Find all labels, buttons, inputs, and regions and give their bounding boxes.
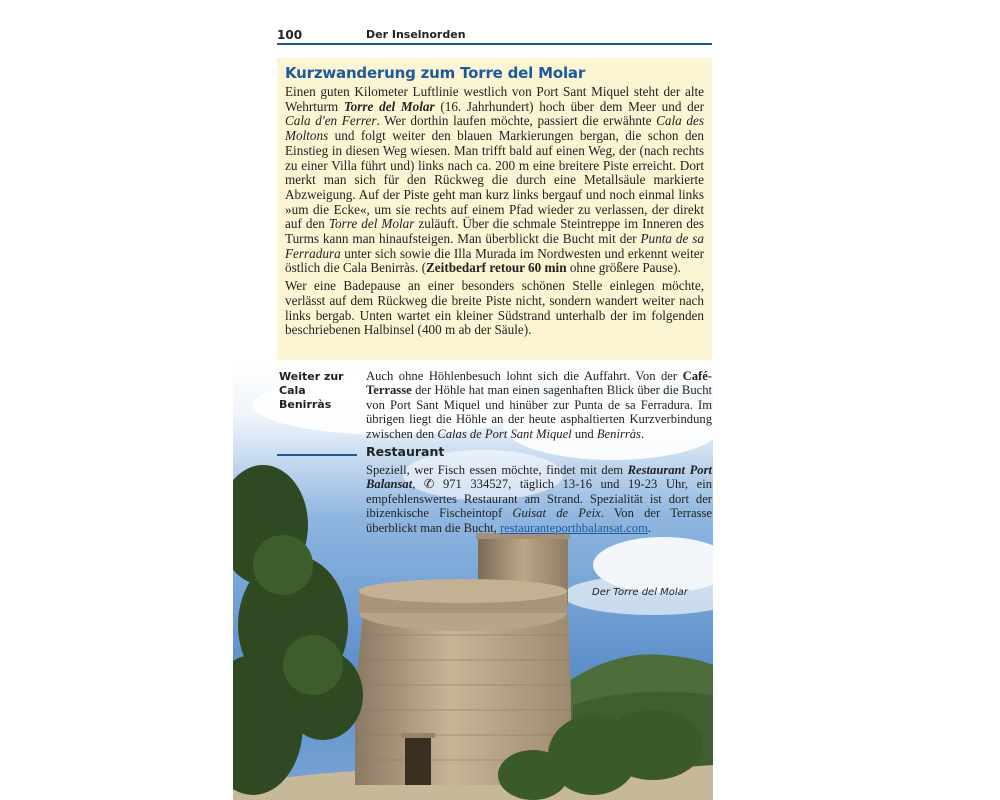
- side-heading: Weiter zur Cala Benirràs: [279, 370, 344, 411]
- restaurant-heading: Restaurant: [366, 444, 445, 459]
- restaurant-link[interactable]: restauranteporthbalansat.com: [499, 520, 648, 535]
- restaurant-paragraph: Speziell, wer Fisch essen möchte, findet mit dem Restaurant Port Balansat, ✆ 971 334527, täglich 13-16 und 19-23 Uhr, ein empfehlenswertes Restaurant am Strand. Spezialität ist dort der ibizenkische Fischeintopf Guisat de Peix. Von der Terrasse überblickt man die Bucht, restauranteporthbalansat.com.: [366, 463, 712, 535]
- restaurant-rule: [277, 454, 357, 456]
- book-page: [233, 0, 713, 800]
- photo-caption: Der Torre del Molar: [592, 587, 688, 598]
- chapter-title: Der Inselnorden: [366, 28, 466, 41]
- header-rule: [277, 43, 712, 45]
- box-paragraph-1: Einen guten Kilometer Luftlinie westlich von Port Sant Miquel steht der alte Wehrturm Torre del Molar (16. Jahrhundert) hoch über dem Meer und der Cala d'en Ferrer. Wer dorthin laufen möchte, passiert die erwähnte Cala des Moltons und folgt weiter den blauen Markierungen bergan, die schon den Einstieg in diesen Weg wiesen. Man trifft bald auf einen Weg, der (nach rechts zu einer Villa führt und) links nach ca. 200 m eine breitere Piste erreicht. Dort merkt man sich für den Rückweg die durch eine Metallsäule markierte Abzweigung. Auf der Piste geht man kurz links bergauf und noch einmal links »um die Ecke«, um sie rechts auf einem Pfad wieder zu verlassen, der direkt auf den Torre del Molar zuläuft. Über die schmale Steintreppe im Inneren des Turms kann man hinaufsteigen. Man überblickt die Bucht mit der Punta de sa Ferradura unter sich sowie die Illa Murada im Nordwesten und erkennt weiter östlich die Cala Benirràs. (Zeitbedarf retour 60 min ohne größere Pause).: [285, 84, 704, 276]
- info-box: [277, 58, 712, 360]
- page-header: [277, 28, 712, 46]
- box-title: Kurzwanderung zum Torre del Molar: [285, 64, 586, 82]
- box-paragraph-2: Wer eine Badepause an einer besonders schönen Stelle einlegen möchte, verlässt auf dem Rückweg die breite Piste nicht, sondern wandert weiter nach links bergab. Unten wartet ein kleiner Südstrand unterhalb der im folgenden beschriebenen Halbinsel (400 m ab der Säule).: [285, 278, 704, 338]
- section-paragraph: Auch ohne Höhlenbesuch lohnt sich die Auffahrt. Von der Café-Terrasse der Höhle hat man einen sagenhaften Blick über die Bucht von Port Sant Miquel und hinüber zur Punta de sa Ferradura. Im übrigen liegt die Höhle an der heute asphaltierten Kurzverbindung zwischen den Calas de Port Sant Miquel und Benirràs.: [366, 369, 712, 441]
- restaurant-section: [366, 463, 712, 535]
- page-number: 100: [277, 28, 303, 42]
- section-cala-benirras: [366, 369, 712, 441]
